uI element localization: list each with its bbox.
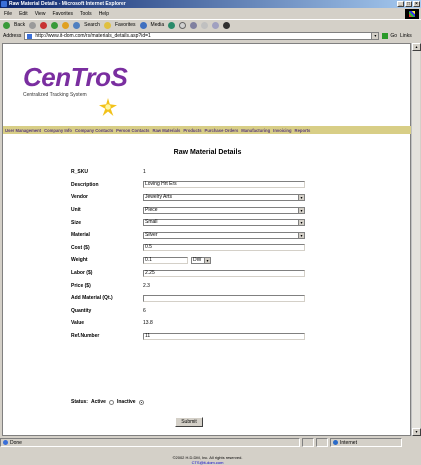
weight-unit-select[interactable]: [191, 257, 211, 264]
weight-label: Weight: [71, 257, 88, 264]
scroll-up-icon[interactable]: ▴: [412, 43, 421, 51]
address-input[interactable]: [24, 32, 379, 40]
back-arrow-icon[interactable]: [3, 22, 10, 29]
nav-reports[interactable]: Reports: [294, 127, 311, 133]
vendor-label: Vendor: [71, 194, 88, 201]
brand-name: CenTroS: [23, 62, 128, 92]
nav-purchase-orders[interactable]: Purchase Orders: [204, 127, 239, 133]
history-icon[interactable]: [168, 22, 175, 29]
status-row: [71, 399, 144, 405]
nav-company-info[interactable]: Company Info: [44, 127, 72, 133]
go-button[interactable]: [382, 33, 397, 39]
nav-manufacturing[interactable]: Manufacturing: [241, 127, 271, 133]
page-done-icon: [3, 440, 8, 445]
sku-label: R_SKU: [71, 169, 88, 176]
material-label: Material: [71, 232, 90, 239]
minimize-button[interactable]: _: [397, 1, 404, 7]
page-title: Raw Material Details: [173, 149, 242, 156]
nav-products[interactable]: Products: [183, 127, 202, 133]
status-inactive-label: Inactive: [116, 399, 136, 405]
search-button[interactable]: Search: [84, 22, 100, 28]
globe-icon: [333, 440, 338, 445]
vendor-selected: Jewelry Arts: [145, 193, 172, 200]
chevron-down-icon[interactable]: ▾: [298, 208, 304, 213]
links-button[interactable]: Links: [400, 33, 412, 39]
footer: [3, 455, 412, 465]
description-row: [71, 179, 311, 192]
status-inactive-radio[interactable]: [139, 400, 144, 405]
status-text-pane: [0, 438, 300, 447]
brand-tagline: Centralized Tracking System: [23, 92, 87, 98]
value-label: Value: [71, 320, 85, 327]
add-material-label: Add Material (Qt.): [71, 295, 113, 302]
nav-user-management[interactable]: User Management: [5, 127, 42, 133]
menu-bar: [0, 9, 421, 18]
vendor-select[interactable]: [143, 194, 305, 201]
status-text: Done: [10, 439, 22, 446]
maximize-button[interactable]: □: [406, 1, 411, 7]
size-row: [71, 216, 311, 229]
menu-view[interactable]: View: [34, 10, 46, 17]
menu-file[interactable]: File: [4, 10, 13, 17]
size-label: Size: [71, 219, 82, 226]
status-label: Status:: [71, 399, 88, 405]
star-burst-icon: [99, 98, 117, 116]
menu-help[interactable]: Help: [98, 10, 109, 17]
quantity-value: 6: [143, 307, 146, 314]
status-bar: [0, 437, 421, 448]
chevron-down-icon[interactable]: ▾: [298, 220, 304, 225]
media-icon[interactable]: [140, 22, 147, 29]
edit-icon[interactable]: [201, 22, 208, 29]
back-button[interactable]: Back: [14, 22, 26, 28]
messenger-icon[interactable]: [223, 22, 230, 29]
chevron-down-icon[interactable]: ▾: [298, 195, 304, 200]
search-icon[interactable]: [73, 22, 80, 29]
quantity-row: [71, 305, 311, 318]
size-select[interactable]: [143, 219, 305, 226]
window-titlebar: [0, 0, 421, 8]
window-controls: [397, 1, 420, 7]
page-icon: [27, 34, 32, 39]
refresh-icon[interactable]: [51, 22, 58, 29]
material-select[interactable]: [143, 232, 305, 239]
menu-favorites[interactable]: Favorites: [52, 10, 73, 17]
size-selected: Small: [145, 219, 158, 226]
media-button[interactable]: Media: [150, 22, 165, 28]
price-value: 2.3: [143, 282, 150, 289]
sku-value: 1: [143, 169, 146, 176]
weight-input[interactable]: 0.1: [143, 257, 188, 264]
address-dropdown-icon[interactable]: ▾: [371, 33, 378, 39]
menu-tools[interactable]: Tools: [80, 10, 92, 17]
nav-raw-materials[interactable]: Raw Materials: [152, 127, 181, 133]
cost-label: Cost ($): [71, 244, 90, 251]
status-active-radio[interactable]: [109, 400, 114, 405]
nav-person-contacts[interactable]: Person Contacts: [116, 127, 150, 133]
value-row: [71, 317, 311, 330]
scroll-down-icon[interactable]: ▾: [412, 428, 421, 436]
forward-arrow-icon[interactable]: [29, 22, 36, 29]
window-title: Raw Material Details - Microsoft Internet Explorer: [9, 1, 126, 7]
status-pane-2: [316, 438, 328, 447]
sku-row: [71, 166, 311, 179]
description-label: Description: [71, 181, 99, 188]
quantity-label: Quantity: [71, 307, 92, 314]
go-label: Go: [390, 33, 398, 39]
discuss-icon[interactable]: [212, 22, 219, 29]
cost-input[interactable]: 0.5: [143, 244, 305, 251]
material-selected: Silver: [145, 231, 158, 238]
labor-label: Labor ($): [71, 270, 93, 277]
contact-email-link[interactable]: CTS@it-dom.com: [191, 460, 224, 465]
add-material-row: [71, 292, 311, 305]
ie-icon: [1, 1, 7, 7]
nav-company-contacts[interactable]: Company Contacts: [75, 127, 114, 133]
unit-row: [71, 204, 311, 217]
copyright-text: ©2002 H.D.DM, Inc. All rights reserved.: [172, 455, 243, 460]
cost-row: [71, 242, 311, 255]
unit-label: Unit: [71, 207, 81, 214]
chevron-down-icon[interactable]: ▾: [298, 233, 304, 238]
chevron-down-icon[interactable]: ▾: [204, 258, 210, 263]
zone-pane: [330, 438, 402, 447]
unit-select[interactable]: [143, 207, 305, 214]
mail-icon[interactable]: [179, 22, 186, 29]
raw-material-form: [71, 166, 311, 342]
favorites-button[interactable]: Favorites: [114, 22, 136, 28]
labor-input[interactable]: 2.25: [143, 270, 305, 277]
ref-number-row: [71, 330, 311, 343]
vertical-scrollbar[interactable]: [411, 43, 420, 436]
close-button[interactable]: ×: [413, 1, 420, 7]
description-input[interactable]: Loving Hrt Ers: [143, 181, 305, 188]
price-row: [71, 279, 311, 292]
main-nav: [3, 126, 412, 134]
address-bar: [0, 31, 421, 41]
status-active-label: Active: [90, 399, 106, 405]
weight-row: [71, 254, 311, 267]
menu-edit[interactable]: Edit: [19, 10, 28, 17]
favorites-icon[interactable]: [104, 22, 111, 29]
unit-selected: Piece: [145, 206, 158, 213]
brand-logo: [23, 62, 127, 98]
go-arrow-icon: [382, 33, 388, 39]
ref-number-input[interactable]: 11: [143, 333, 305, 340]
weight-unit-selected: DW: [193, 256, 202, 263]
price-label: Price ($): [71, 282, 91, 289]
windows-logo-icon: [405, 9, 419, 19]
home-icon[interactable]: [62, 22, 69, 29]
value-value: 13.8: [143, 320, 153, 327]
material-row: [71, 229, 311, 242]
vendor-row: [71, 191, 311, 204]
browser-toolbar: [0, 19, 421, 30]
zone-text: Internet: [340, 439, 357, 446]
address-label: Address: [3, 33, 22, 39]
address-url: http://www.it-dom.com/rs/materials_details.asp?id=1: [35, 33, 151, 39]
labor-row: [71, 267, 311, 280]
submit-button[interactable]: Submit: [175, 417, 203, 427]
stop-icon[interactable]: [40, 22, 47, 29]
ref-number-label: Ref.Number: [71, 333, 100, 340]
status-pane-1: [302, 438, 314, 447]
nav-invoicing[interactable]: Invoicing: [273, 127, 292, 133]
add-material-input[interactable]: [143, 295, 305, 302]
print-icon[interactable]: [190, 22, 197, 29]
